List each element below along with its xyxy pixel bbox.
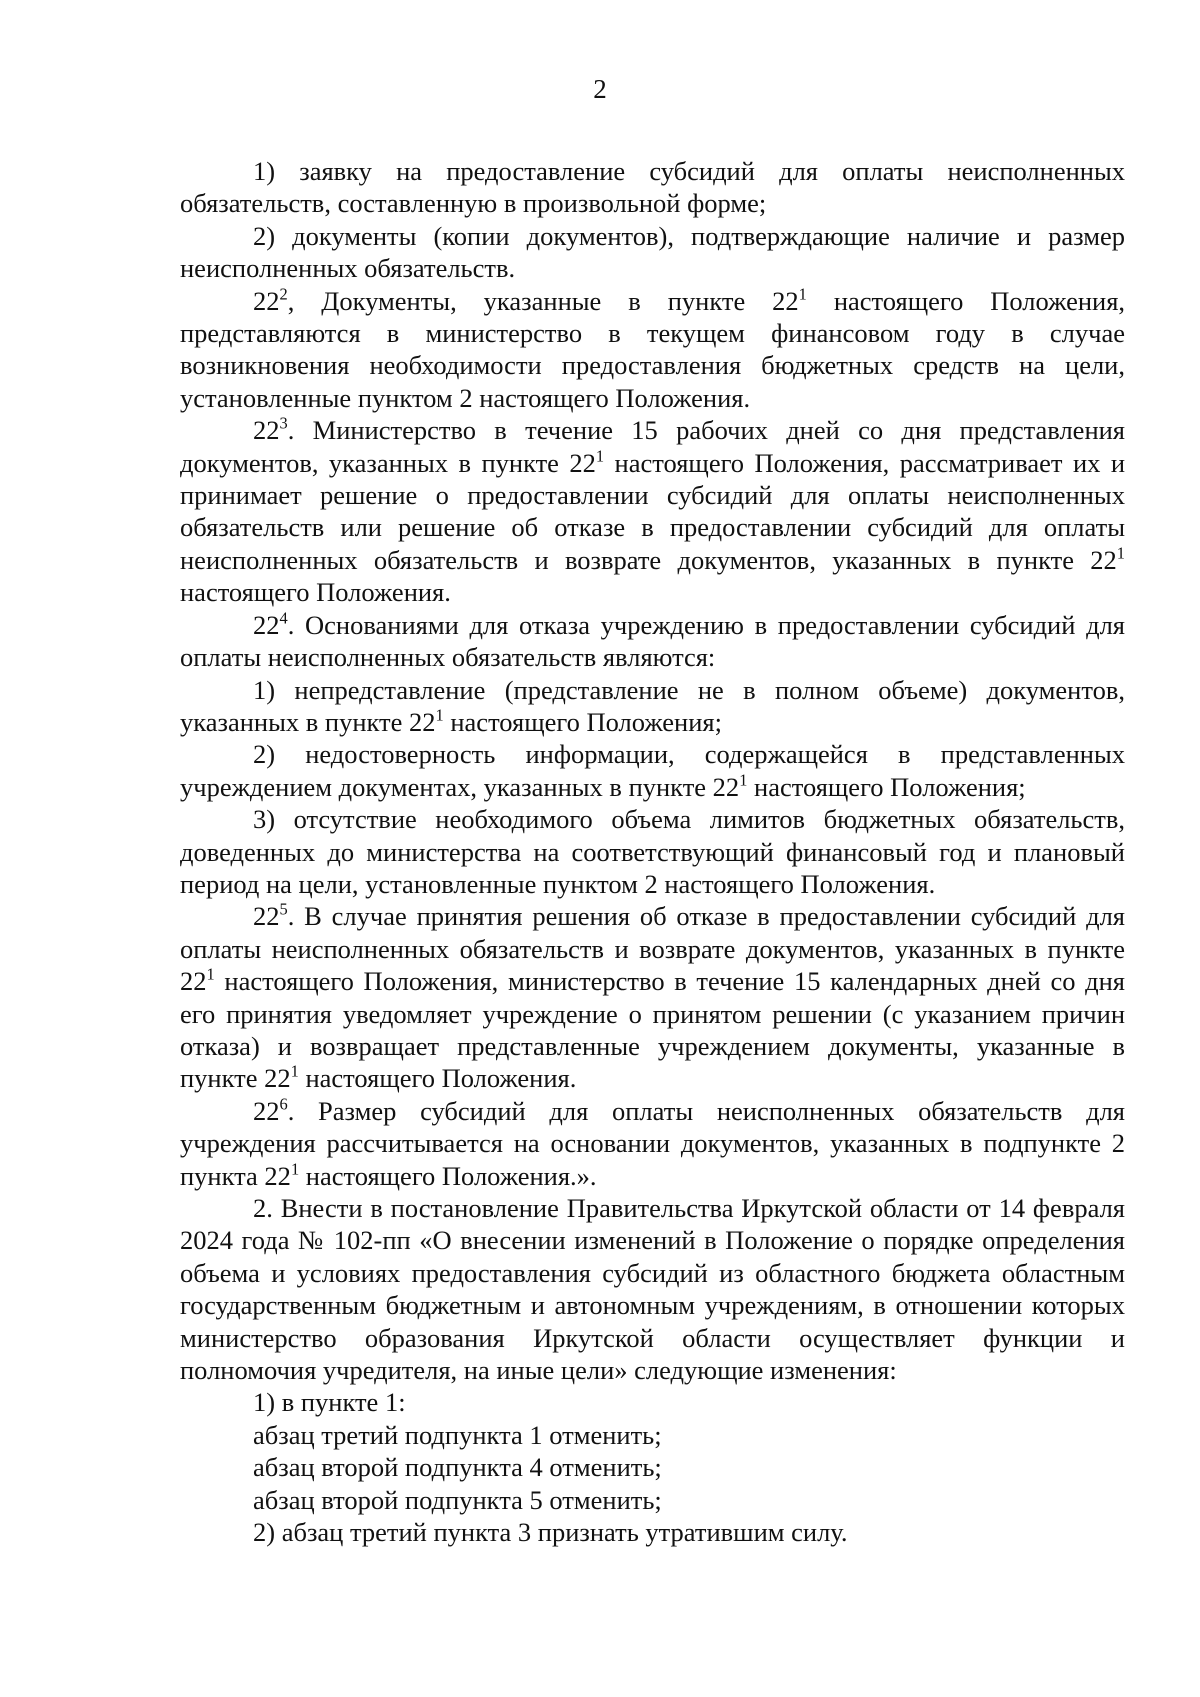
superscript-index: 5 [279, 899, 288, 919]
paragraph-22-4: $22^4$. Основаниями для отказа учреждению в предоставлении субсидий для оплаты неисполненных обязательств являются: [180, 608, 1125, 673]
paragraph-section-2: 2. Внести в постановление Правительства Иркутской области от 14 февраля 2024 года № 102-пп «О внесении изменений в Положение о порядке определения объема и условиях предоставления субсидий из областного бюджета областным государственным бюджетным и автономным учреждениям, в отношении которых министерство образования Иркутской области осуществляет функции и полномочия учредителя, на иные цели» следующие изменения: [180, 1193, 1125, 1386]
paragraph-change-1b: абзац второй подпункта 4 отменить; [253, 1452, 662, 1483]
superscript-index: 1 [435, 705, 444, 725]
paragraph-change-1c: абзац второй подпункта 5 отменить; [253, 1484, 662, 1515]
paragraph-22-5: $22^5$. В случае принятия решения об отказе в предоставлении субсидий для оплаты неисполненных обязательств и возврате документов, указанных в пункте $22^1$ настоящего Положения, министерство в течение 15 календарных дней со дня его принятия уведомляет учреждение о принятом решении (с указанием причин отказа) и возвращает представленные учреждением документы, указанные в пункте $22^1$ настоящего Положения. [180, 899, 1125, 1094]
superscript-index: 4 [279, 608, 288, 628]
paragraph-22-3: $22^3$. Министерство в течение 15 рабочих дней со дня представления документов, указанных в пункте $22^1$ настоящего Положения, рассматривает их и принимает решение о предоставлении субсидий для оплаты неисполненных обязательств или решение об отказе в предоставлении субсидий для оплаты неисполненных обязательств и возврате документов, указанных в пункте $22^1$ настоящего Положения. [180, 413, 1126, 608]
paragraph-change-2: 2) абзац третий пункта 3 признать утратившим силу. [253, 1517, 848, 1548]
document-body [180, 155, 1125, 1548]
superscript-index: 1 [739, 770, 748, 790]
superscript-index: 1 [798, 283, 807, 303]
paragraph-22-2: $22^2$, Документы, указанные в пункте $22^1$ настоящего Положения, представляются в министерство в текущем финансовом году в случае возникновения необходимости предоставления бюджетных средств на цели, установленные пунктом 2 настоящего Положения. [180, 283, 1126, 413]
superscript-index: 1 [1116, 543, 1125, 563]
paragraph-22-6: $22^6$. Размер субсидий для оплаты неисполненных обязательств для учреждения рассчитывается на основании документов, указанных в подпункте 2 пункта $22^1$ настоящего Положения.». [180, 1094, 1125, 1191]
superscript-index: 1 [595, 445, 605, 465]
paragraph-item-1: 1) заявку на предоставление субсидий для оплаты неисполненных обязательств, составленную в произвольной форме; [180, 156, 1125, 219]
superscript-index: 6 [279, 1094, 288, 1114]
paragraph-change-1: 1) в пункте 1: [253, 1387, 406, 1418]
paragraph-reason-3: 3) отсутствие необходимого объема лимитов бюджетных обязательств, доведенных до министерства на соответствующий финансовый год и плановый период на цели, установленные пунктом 2 настоящего Положения. [180, 804, 1125, 899]
superscript-index: 2 [279, 283, 288, 303]
superscript-index: 1 [290, 1061, 299, 1081]
page-number: 2 [593, 74, 607, 104]
superscript-index: 1 [206, 964, 215, 984]
paragraph-reason-1: 1) непредставление (представление не в полном объеме) документов, указанных в пункте $22^1$ настоящего Положения; [180, 674, 1125, 737]
paragraph-item-2: 2) документы (копии документов), подтверждающие наличие и размер неисполненных обязательств. [180, 220, 1125, 284]
paragraph-reason-2: 2) недостоверность информации, содержащейся в представленных учреждением документах, указанных в пункте $22^1$ настоящего Положения; [180, 739, 1125, 802]
paragraph-change-1a: абзац третий подпункта 1 отменить; [253, 1419, 662, 1450]
superscript-index: 1 [290, 1158, 300, 1178]
superscript-index: 3 [279, 413, 288, 433]
